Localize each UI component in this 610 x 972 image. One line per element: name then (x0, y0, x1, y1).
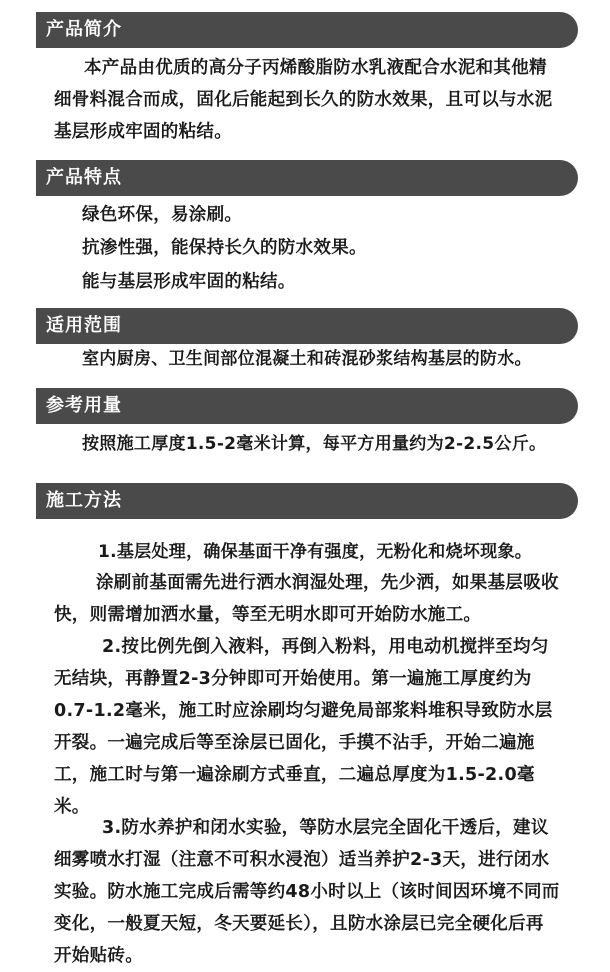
construction-step-1b: 涂刷前基面需先进行洒水润湿处理，先少洒，如果基层吸收快，则需增加洒水量，等至无明水即可开始防水施工。 (54, 573, 559, 625)
feature-item-1: 绿色环保，易涂刷。 (82, 205, 243, 225)
section-header-construction: 施工方法 (36, 483, 578, 519)
section-header-scope: 适用范围 (36, 308, 578, 344)
scope-text: 室内厨房、卫生间部位混凝土和砖混砂浆结构基层的防水。 (82, 349, 532, 369)
feature-item-3: 能与基层形成牢固的粘结。 (82, 272, 296, 292)
feature-item-2: 抗渗性强，能保持长久的防水效果。 (82, 238, 367, 258)
construction-step-3: 3.防水养护和闭水实验，等防水层完全固化干透后，建议细雾喷水打湿（注意不可积水浸泡）适当养护2-3天，进行闭水实验。防水施工完成后需等约48小时以上（该时间因环境不同而变化，一般夏天短，冬天要延长），且防水涂层已完全硬化后再开始贴砖。 (54, 818, 560, 966)
construction-step-2: 2.按比例先倒入液料，再倒入粉料，用电动机搅拌至均匀无结块，再静置2-3分钟即可开始使用。第一遍施工厚度约为0.7-1.2毫米，施工时应涂刷均匀避免局部浆料堆积导致防水层开裂。一遍完成后等至涂层已固化，手摸不沾手，开始二遍施工，施工时与第一遍涂刷方式垂直，二遍总厚度为1.5-2.0毫米。 (54, 637, 553, 817)
section-header-features: 产品特点 (36, 160, 578, 196)
construction-step-1: 1.基层处理，确保基面干净有强度，无粉化和烧坏现象。 (98, 542, 533, 562)
section-header-dosage: 参考用量 (36, 388, 578, 424)
section-header-intro: 产品简介 (36, 12, 578, 48)
dosage-text: 按照施工厚度1.5-2毫米计算，每平方用量约为2-2.5公斤。 (82, 434, 547, 454)
intro-paragraph: 本产品由优质的高分子丙烯酸脂防水乳液配合水泥和其他精细骨料混合而成，固化后能起到长久的防水效果，且可以与水泥基层形成牢固的粘结。 (54, 58, 553, 142)
